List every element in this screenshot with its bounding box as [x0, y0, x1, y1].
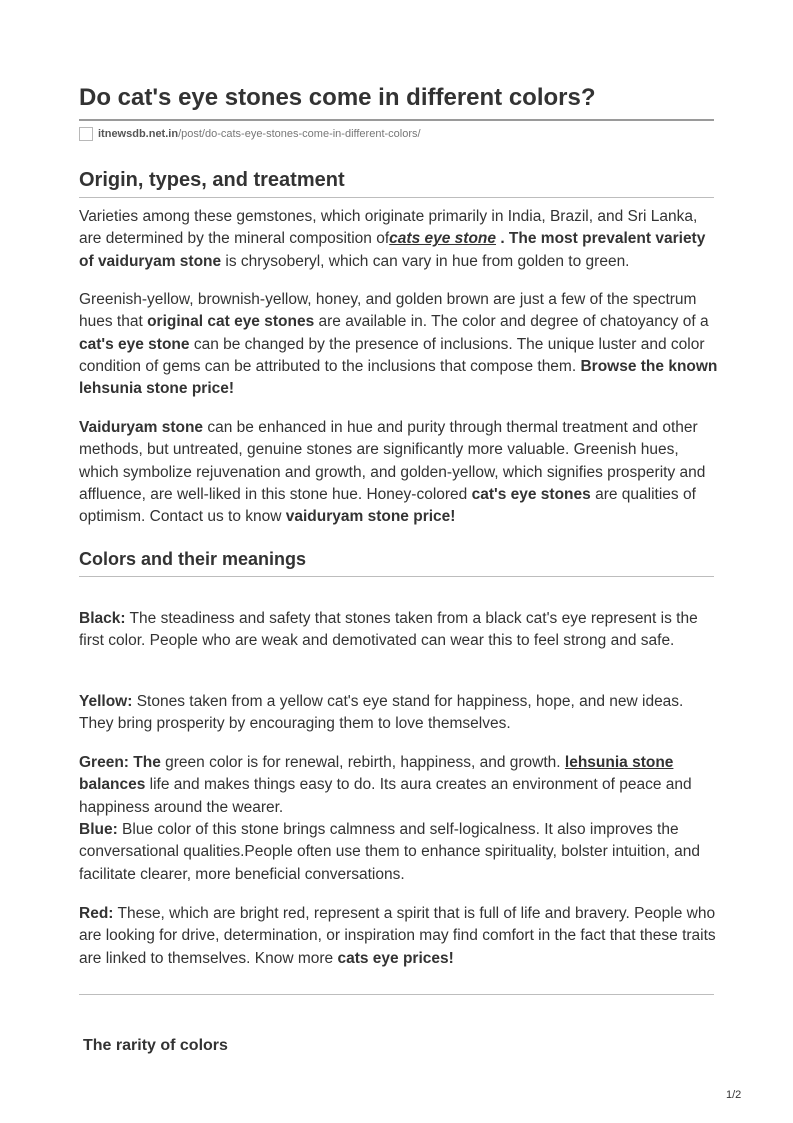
- section-heading-rarity: The rarity of colors: [83, 1037, 228, 1054]
- source-url[interactable]: [79, 126, 421, 142]
- favicon-icon: [79, 127, 93, 141]
- section-divider: [79, 994, 714, 995]
- link-cats-eye-stone[interactable]: cats eye stone: [389, 230, 497, 248]
- paragraph-red: Red: These, which are bright red, represent a spirit that is full of life and bravery. People who are looking for drive, determination, or inspiration may find comfort in the fact that these traits are linked to themselves. Know more cats eye prices!: [79, 905, 716, 967]
- paragraph-origin-1: Varieties among these gemstones, which originate primarily in India, Brazil, and Sri Lanka, are determined by the mineral composition ofcats eye stone . The most prevalent variety of vaiduryam stone is chrysoberyl, which can vary in hue from golden to green.: [79, 208, 706, 270]
- source-domain: itnewsdb.net.in: [98, 128, 179, 140]
- paragraph-origin-3: Vaiduryam stone can be enhanced in hue and purity through thermal treatment and other methods, but untreated, genuine stones are significantly more valuable. Greenish hues, which symbolize rejuvenation and growth, and golden-yellow, which signifies prosperity and affluence, are well-liked in this stone hue. Honey-colored cat's eye stones are qualities of optimism. Contact us to know vaiduryam stone price!: [79, 419, 706, 526]
- paragraph-yellow: Yellow: Stones taken from a yellow cat's eye stand for happiness, hope, and new ideas. They bring prosperity by encouraging them to love themselves.: [79, 693, 684, 733]
- paragraph-blue: Blue: Blue color of this stone brings calmness and self-logicalness. It also improves the conversational qualities.People often use them to enhance spirituality, bolster intuition, and facilitate clearer, more beneficial conversations.: [79, 821, 700, 883]
- page-number: 1/2: [726, 1089, 742, 1101]
- paragraph-origin-2: Greenish-yellow, brownish-yellow, honey, and golden brown are just a few of the spectrum hues that original cat eye stones are available in. The color and degree of chatoyancy of a cat's eye stone can be changed by the presence of inclusions. The unique luster and color condition of gems can be attributed to the inclusions that compose them. Browse the known lehsunia stone price!: [79, 291, 718, 398]
- link-lehsunia-stone[interactable]: lehsunia stone: [564, 754, 674, 771]
- section-heading-origin: Origin, types, and treatment: [79, 169, 345, 191]
- title-divider: [79, 119, 714, 121]
- section-divider: [79, 576, 714, 577]
- paragraph-black: Black: The steadiness and safety that stones taken from a black cat's eye represent is the first color. People who are weak and demotivated can wear this to feel strong and safe.: [79, 610, 698, 650]
- section-heading-colors: Colors and their meanings: [79, 549, 307, 569]
- paragraph-green: Green: The green color is for renewal, rebirth, happiness, and growth. lehsunia stone balances life and makes things easy to do. Its aura creates an environment of peace and happiness around the wearer.: [79, 754, 692, 816]
- page-title: Do cat's eye stones come in different colors?: [79, 84, 596, 111]
- source-path: /post/do-cats-eye-stones-come-in-different-colors/: [178, 128, 421, 140]
- section-divider: [79, 197, 714, 198]
